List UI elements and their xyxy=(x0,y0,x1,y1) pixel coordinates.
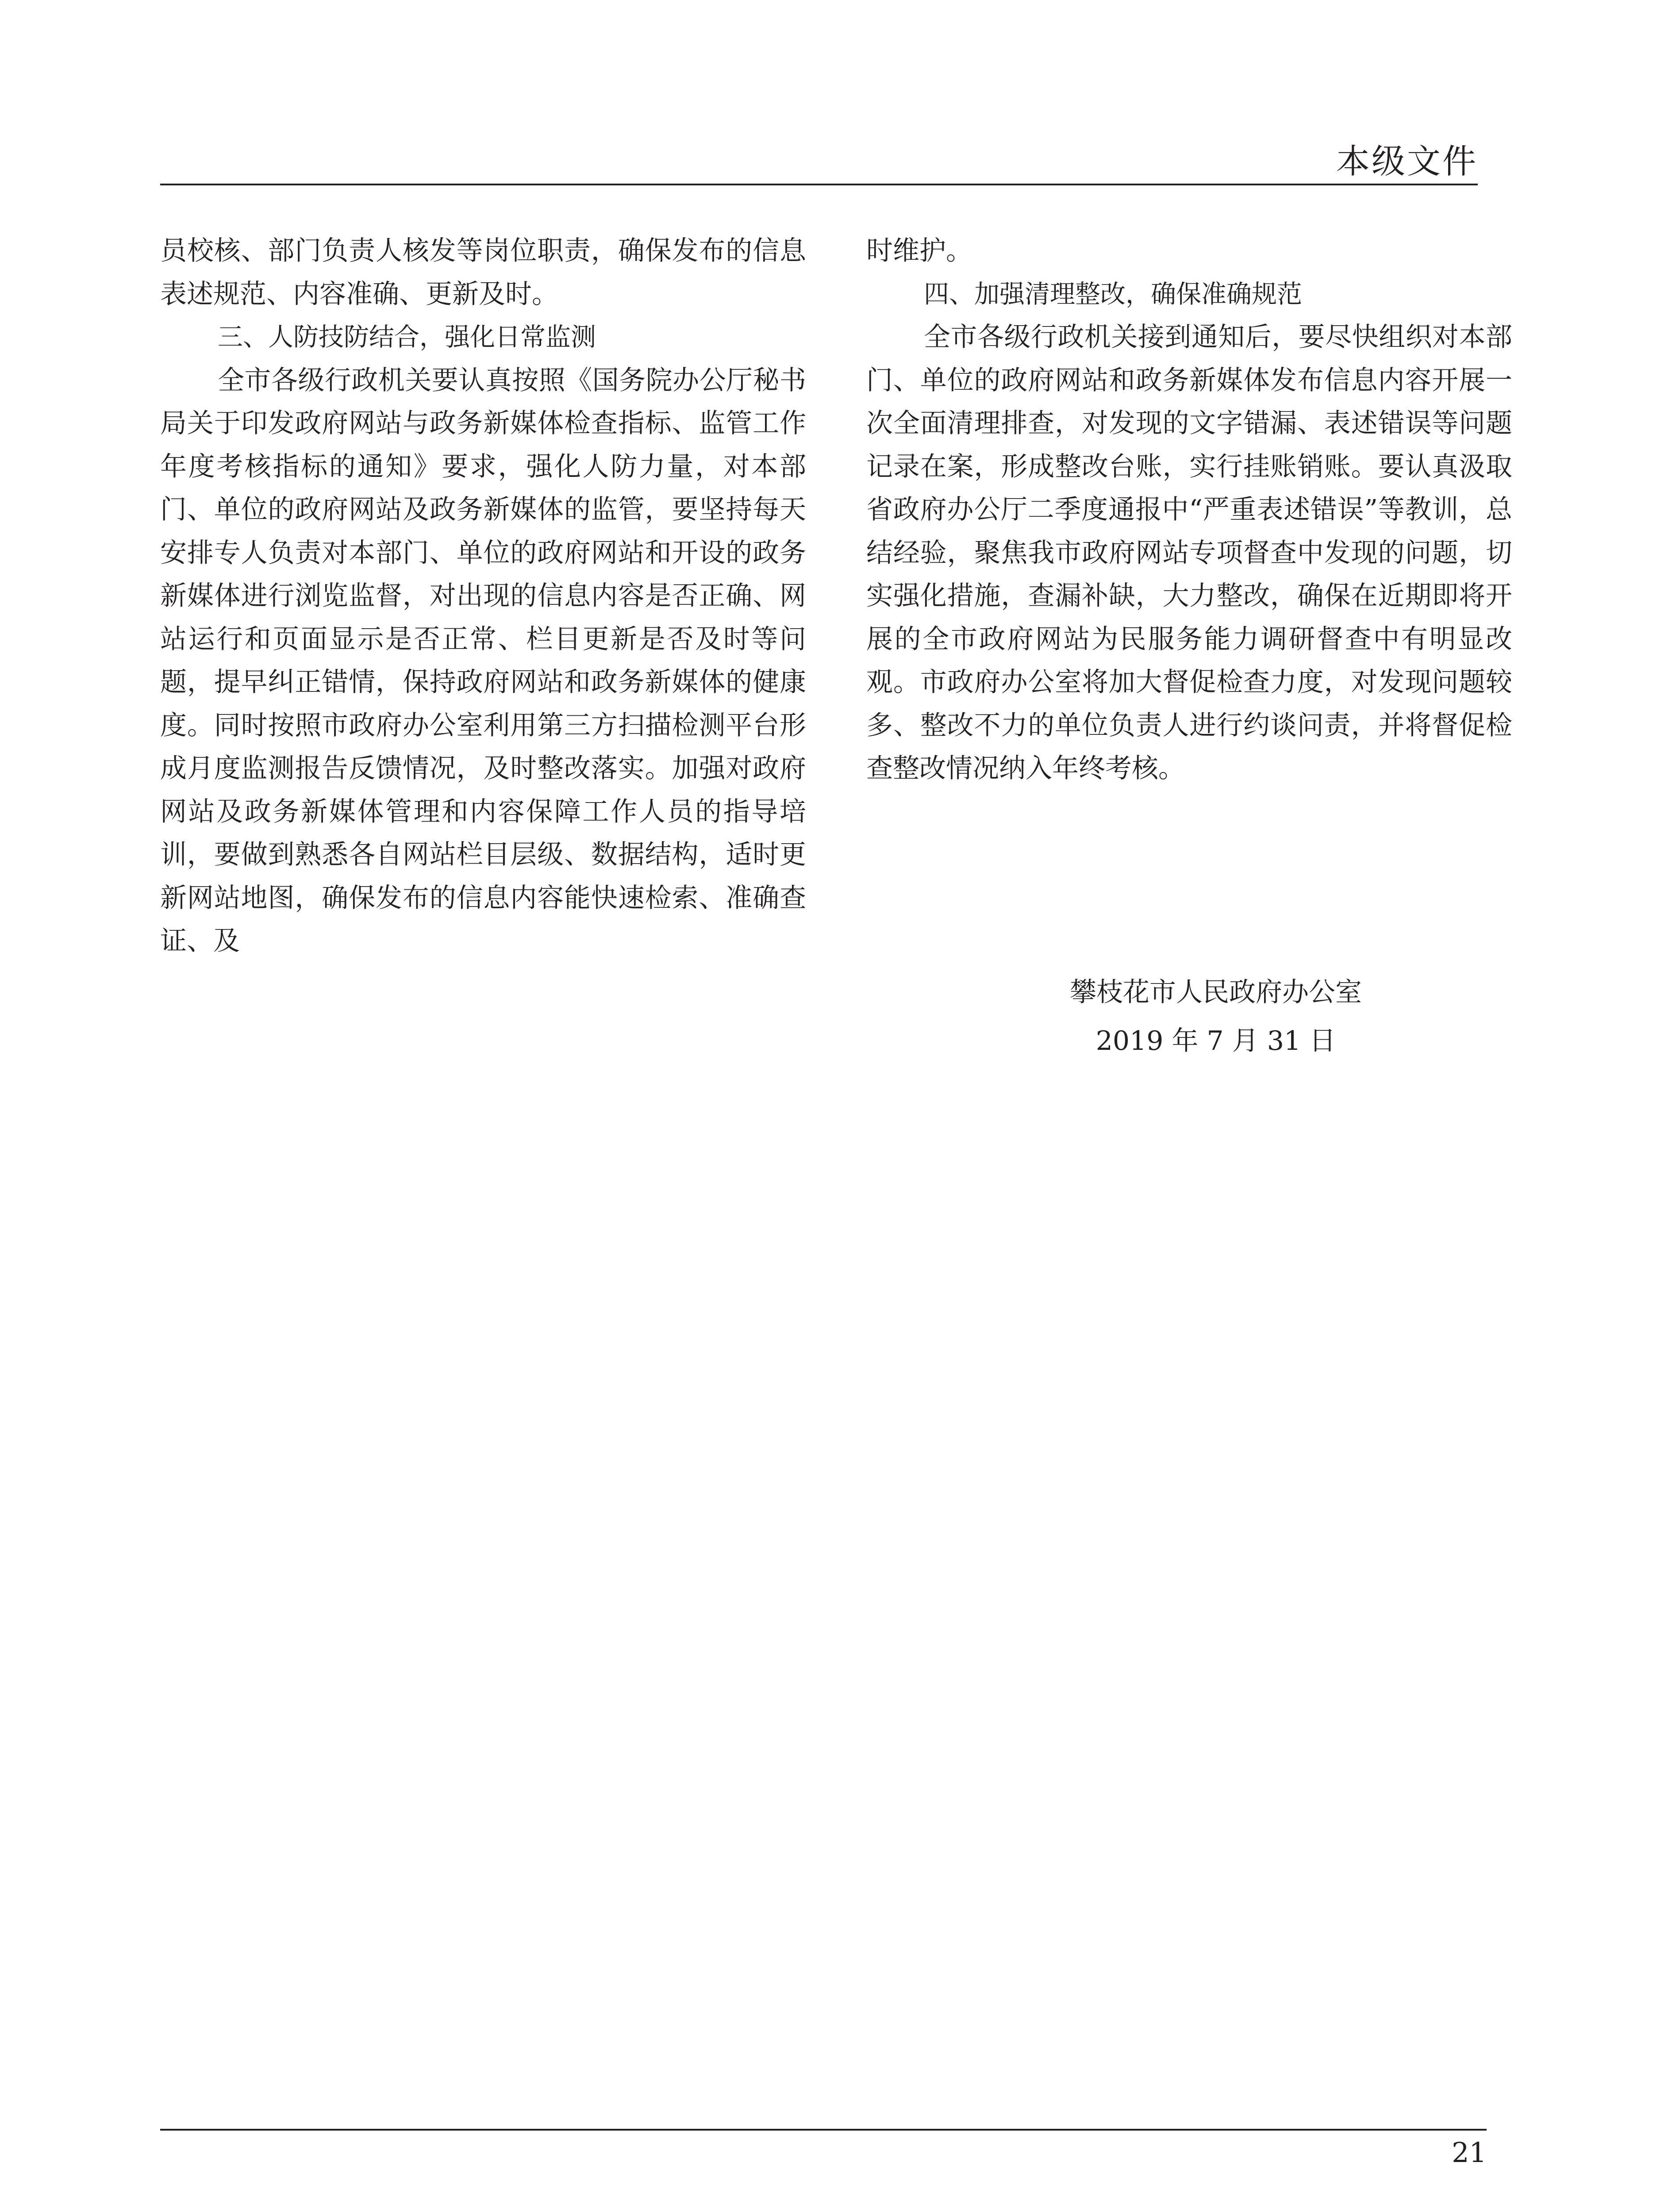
issuer-name: 攀枝花市人民政府办公室 xyxy=(1070,977,1362,1008)
left-continuation-paragraph: 员校核、部门负责人核发等岗位职责，确保发布的信息表述规范、内容准确、更新及时。 xyxy=(160,235,806,310)
page-number: 21 xyxy=(1452,2136,1487,2169)
body-paragraph-rectification: 全市各级行政机关接到通知后，要尽快组织对本部门、单位的政府网站和政务新媒体发布信息内容开展一次全面清理排查，对发现的文字错漏、表述错误等问题记录在案，形成整改台账，实行挂账销账。要认真汲取省政府办公厅二季度通报中“严重表述错误”等教训，总结经验，聚焦我市政府网站专项督查中发现的问题，切实强化措施，查漏补缺，大力整改，确保在近期即将开展的全市政府网站为民服务能力调研督查中有明显改观。市政府办公室将加大督促检查力度，对发现问题较多、整改不力的单位负责人进行约谈问责，并将督促检查整改情况纳入年终考核。 xyxy=(866,322,1512,784)
section-heading-3: 三、人防技防结合，强化日常监测 xyxy=(218,323,596,352)
header-divider xyxy=(160,184,1478,185)
right-continuation-paragraph: 时维护。 xyxy=(866,235,972,266)
right-column xyxy=(866,230,1512,791)
body-paragraph-monitoring: 全市各级行政机关要认真按照《国务院办公厅秘书局关于印发政府网站与政务新媒体检查指标、监管工作年度考核指标的通知》要求，强化人防力量，对本部门、单位的政府网站及政务新媒体的监管，要坚持每天安排专人负责对本部门、单位的政府网站和开设的政务新媒体进行浏览监督，对出现的信息内容是否正确、网站运行和页面显示是否正常、栏目更新是否及时等问题，提早纠正错情，保持政府网站和政务新媒体的健康度。同时按照市政府办公室利用第三方扫描检测平台形成月度监测报告反馈情况，及时整改落实。加强对政府网站及政务新媒体管理和内容保障工作人员的指导培训，要做到熟悉各自网站栏目层级、数据结构，适时更新网站地图，确保发布的信息内容能快速检索、准确查证、及 xyxy=(160,365,806,956)
left-column xyxy=(160,230,806,963)
section-title: 本级文件 xyxy=(1336,142,1478,181)
issue-date: 2019 年 7 月 31 日 xyxy=(1095,1025,1336,1056)
footer-divider xyxy=(160,2129,1487,2131)
section-heading-4: 四、加强清理整改，确保准确规范 xyxy=(924,279,1302,309)
signature-block xyxy=(866,968,1512,1065)
